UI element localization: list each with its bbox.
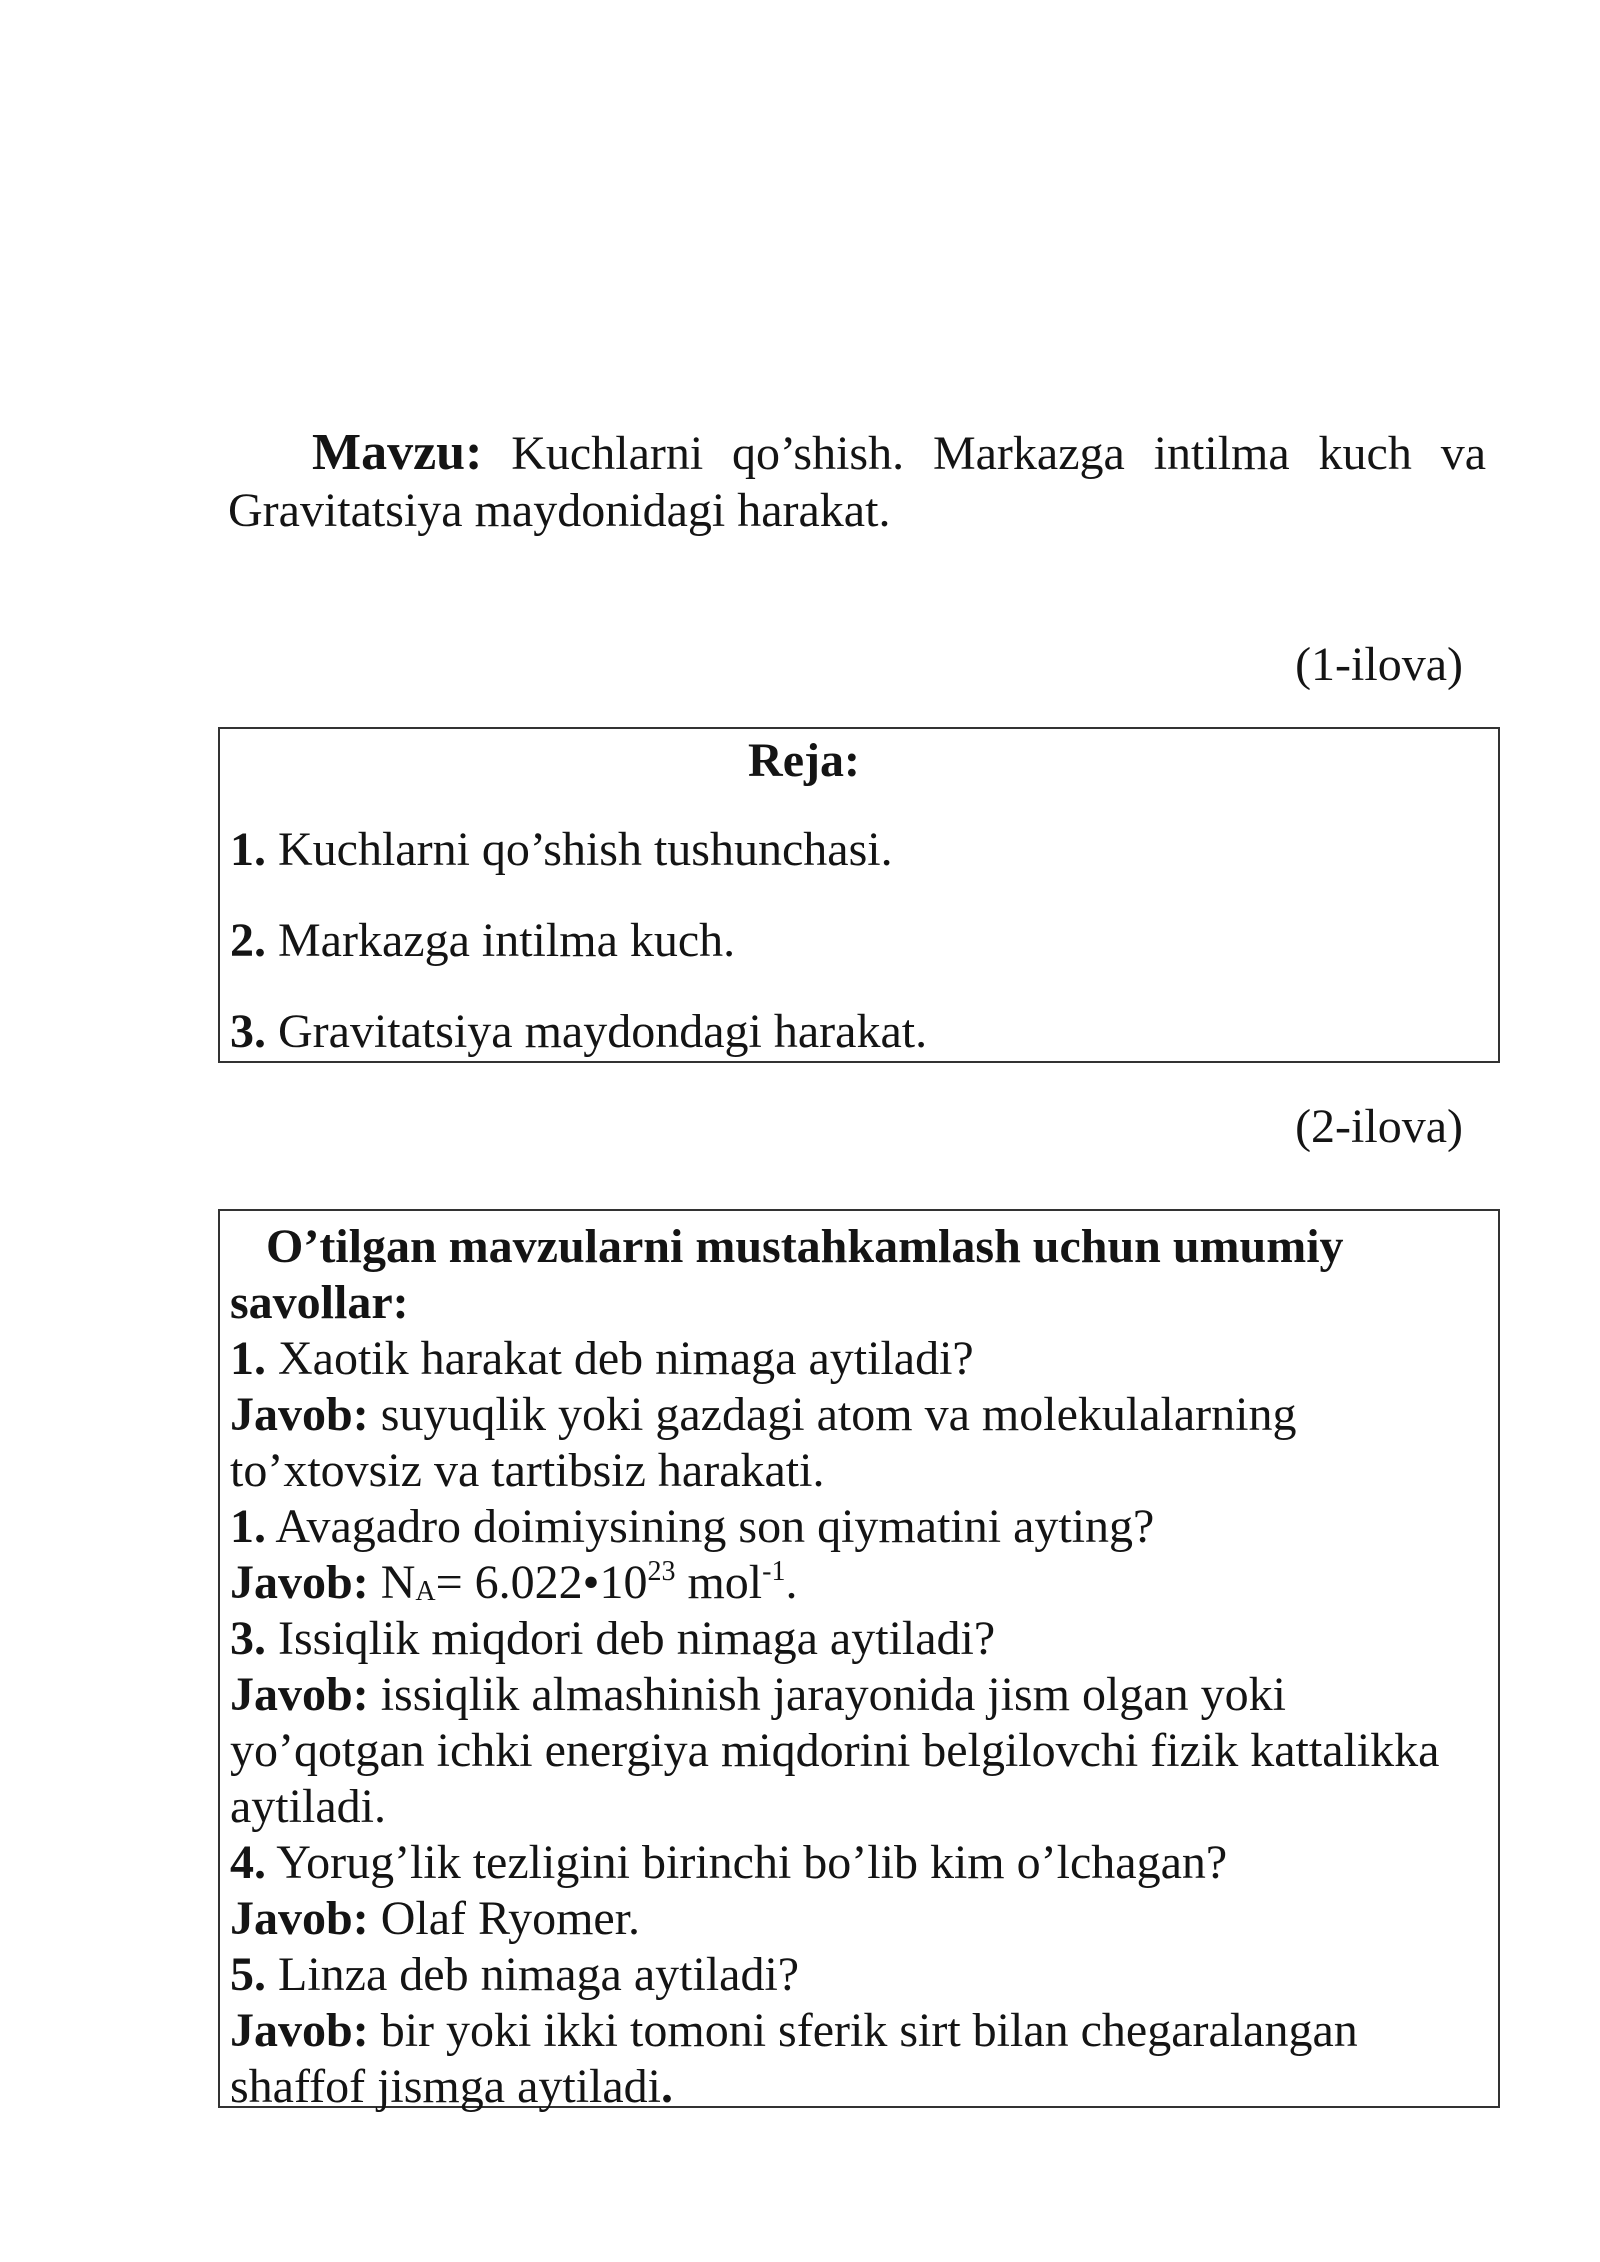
question-text: Avagadro doimiysining son qiymatini ayting?	[275, 1500, 1155, 1553]
question-line	[230, 1611, 1492, 1667]
question-text: Xaotik harakat deb nimaga aytiladi?	[278, 1332, 974, 1385]
question-text: Linza deb nimaga aytiladi?	[278, 1948, 800, 2001]
answer-text: issiqlik almashinish jarayonida jism olgan yoki yo’qotgan ichki energiya miqdorini belgilovchi fizik kattalikka aytiladi.	[230, 1668, 1440, 1833]
answer-label: Javob:	[230, 1388, 369, 1441]
annex-2-label: (2-ilova)	[1295, 1100, 1463, 1153]
avogadro-subscript: A	[415, 1576, 436, 1607]
qa-heading: O’tilgan mavzularni mustahkamlash uchun umumiy savollar:	[230, 1220, 1344, 1329]
question-number: 4.	[230, 1836, 266, 1889]
answer-period: .	[661, 2060, 674, 2113]
avogadro-unit: mol	[675, 1556, 763, 1609]
question-text: Yorug’lik tezligini birinchi bo’lib kim o’lchagan?	[276, 1836, 1228, 1889]
qa-box	[218, 1209, 1500, 2113]
question-text: Issiqlik miqdori deb nimaga aytiladi?	[278, 1612, 996, 1665]
plan-item-number: 1.	[230, 823, 266, 876]
question-line	[230, 1835, 1492, 1891]
question-line	[230, 1331, 1492, 1387]
answer-line	[230, 1891, 1492, 1947]
answer-text: suyuqlik yoki gazdagi atom va molekulalarning to’xtovsiz va tartibsiz harakati.	[230, 1388, 1297, 1497]
avogadro-exponent: 23	[647, 1556, 676, 1587]
answer-text: bir yoki ikki tomoni sferik sirt bilan chegaralangan shaffof jismga aytiladi	[230, 2004, 1358, 2113]
avogadro-unit-exponent: -1	[762, 1556, 786, 1587]
avogadro-symbol: N	[380, 1556, 416, 1609]
plan-item-number: 3.	[230, 1005, 266, 1058]
plan-item	[230, 820, 893, 880]
plan-item-number: 2.	[230, 914, 266, 967]
plan-item-text: Kuchlarni qo’shish tushunchasi.	[278, 823, 893, 876]
topic-text: Kuchlarni qo’shish. Markazga intilma kuch va Gravitatsiya maydonidagi harakat.	[228, 427, 1486, 537]
question-line	[230, 1947, 1492, 2003]
answer-text: Olaf Ryomer.	[380, 1892, 641, 1945]
plan-item	[230, 1002, 927, 1062]
avogadro-period: .	[785, 1556, 798, 1609]
answer-line	[230, 1387, 1320, 1499]
answer-label: Javob:	[230, 1556, 369, 1609]
answer-line	[230, 1555, 1492, 1611]
topic-label: Mavzu:	[312, 424, 483, 481]
answer-line	[230, 2003, 1370, 2115]
answer-label: Javob:	[230, 1668, 369, 1721]
answer-line	[230, 1667, 1492, 1835]
annex-1-label: (1-ilova)	[1295, 638, 1463, 691]
question-line	[230, 1499, 1492, 1555]
plan-item	[230, 911, 735, 971]
question-number: 3.	[230, 1612, 266, 1665]
plan-item-text: Gravitatsiya maydondagi harakat.	[278, 1005, 928, 1058]
question-number: 1.	[230, 1500, 266, 1553]
avogadro-value: = 6.022•10	[435, 1556, 648, 1609]
plan-box	[218, 727, 1500, 1063]
answer-label: Javob:	[230, 1892, 369, 1945]
question-number: 5.	[230, 1948, 266, 2001]
question-number: 1.	[230, 1332, 266, 1385]
plan-item-text: Markazga intilma kuch.	[278, 914, 736, 967]
topic-paragraph	[228, 424, 1486, 539]
plan-title: Reja:	[748, 734, 860, 787]
answer-label: Javob:	[230, 2004, 369, 2057]
